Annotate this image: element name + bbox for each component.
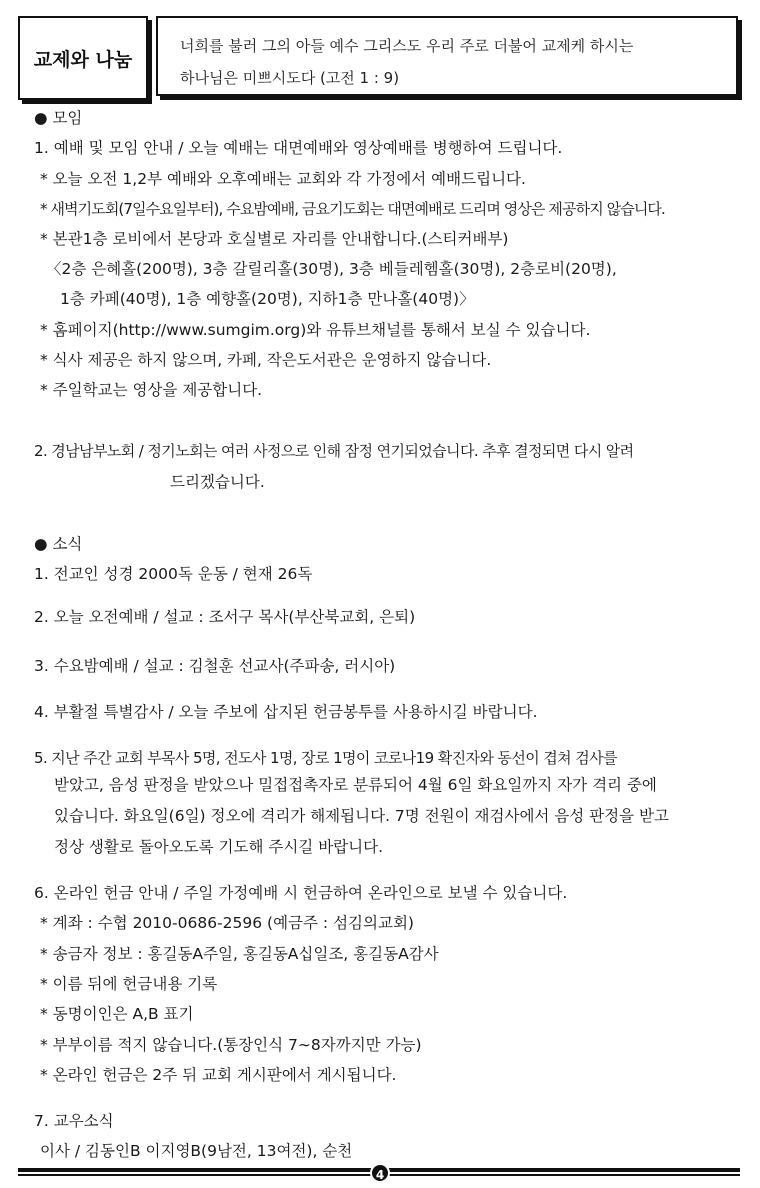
gathering-note: * 새벽기도회(7일수요일부터), 수요밤예배, 금요기도회는 대면예배로 드리며 영상은 제공하지 않습니다. <box>40 200 665 218</box>
gathering-note: * 식사 제공은 하지 않으며, 카페, 작은도서관은 운영하지 않습니다. <box>40 351 492 369</box>
news-item-7: 7. 교우소식 <box>34 1112 114 1130</box>
news-item-5-cont: 받았고, 음성 판정을 받았으나 밀접접촉자로 분류되어 4월 6일 화요일까지 자가 격리 중에 <box>54 776 657 794</box>
news-item-6-note: * 이름 뒤에 헌금내용 기록 <box>40 975 218 993</box>
gathering-heading: ● 모임 <box>34 109 83 127</box>
section-title: 교제와 나눔 <box>33 48 133 71</box>
news-heading: ● 소식 <box>34 535 83 553</box>
news-item-2: 2. 오늘 오전예배 / 설교 : 조서구 목사(부산북교회, 은퇴) <box>34 608 416 626</box>
gathering-item-2: 2. 경남남부노회 / 정기노회는 여러 사정으로 인해 잠정 연기되었습니다. 추후 결정되면 다시 알려 <box>34 442 634 460</box>
section-title-box <box>18 16 148 100</box>
news-item-5: 5. 지난 주간 교회 부목사 5명, 전도사 1명, 장로 1명이 코로나19 확진자와 동선이 겹쳐 검사를 <box>34 749 617 767</box>
gathering-note: * 주일학교는 영상을 제공합니다. <box>40 381 263 399</box>
gathering-item-2-cont: 드리겠습니다. <box>170 473 265 491</box>
gathering-item-1: 1. 예배 및 모임 안내 / 오늘 예배는 대면예배와 영상예배를 병행하여 드립니다. <box>34 139 563 157</box>
scripture-box <box>156 16 738 96</box>
news-item-6-note: * 송금자 정보 : 홍길동A주일, 홍길동A십일조, 홍길동A감사 <box>40 945 439 963</box>
news-item-6-note: * 온라인 헌금은 2주 뒤 교회 게시판에서 게시됩니다. <box>40 1066 397 1084</box>
gathering-note: 〈2층 은혜홀(200명), 3층 갈릴리홀(30명), 3층 베들레헴홀(30명), 2층로비(20명), <box>46 260 617 278</box>
news-item-5-cont: 있습니다. 화요일(6일) 정오에 격리가 해제됩니다. 7명 전원이 재검사에서 음성 판정을 받고 <box>54 807 669 825</box>
news-item-7-detail: 이사 / 김동인B 이지영B(9남전, 13여전), 순천 <box>40 1142 353 1160</box>
news-item-3: 3. 수요밤예배 / 설교 : 김철훈 선교사(주파송, 러시아) <box>34 657 396 675</box>
gathering-note: * 홈페이지(http://www.sumgim.org)와 유튜브채널를 통해서 보실 수 있습니다. <box>40 321 591 339</box>
gathering-note: * 오늘 오전 1,2부 예배와 오후예배는 교회와 각 가정에서 예배드립니다. <box>40 170 526 188</box>
news-item-6-note: * 동명이인은 A,B 표기 <box>40 1005 194 1023</box>
scripture-line-1: 너희를 불러 그의 아들 예수 그리스도 우리 주로 더불어 교제케 하시는 <box>180 37 634 55</box>
gathering-note: 1층 카페(40명), 1층 예향홀(20명), 지하1층 만나홀(40명)〉 <box>60 290 475 308</box>
news-item-6: 6. 온라인 헌금 안내 / 주일 가정예배 시 헌금하여 온라인으로 보낼 수 있습니다. <box>34 884 568 902</box>
news-item-6-note: * 계좌 : 수협 2010-0686-2596 (예금주 : 섬김의교회) <box>40 914 414 932</box>
news-item-1: 1. 전교인 성경 2000독 운동 / 현재 26독 <box>34 565 313 583</box>
page-number-badge: 4 <box>370 1163 390 1183</box>
news-item-6-note: * 부부이름 적지 않습니다.(통장인식 7∼8자까지만 가능) <box>40 1036 422 1054</box>
news-item-5-cont: 정상 생활로 돌아오도록 기도해 주시길 바랍니다. <box>54 838 384 856</box>
scripture-line-2: 하나님은 미쁘시도다 (고전 1 : 9) <box>180 69 400 87</box>
gathering-note: * 본관1층 로비에서 본당과 호실별로 자리를 안내합니다.(스티커배부) <box>40 230 509 248</box>
news-item-4: 4. 부활절 특별감사 / 오늘 주보에 삽지된 헌금봉투를 사용하시길 바랍니다. <box>34 703 538 721</box>
